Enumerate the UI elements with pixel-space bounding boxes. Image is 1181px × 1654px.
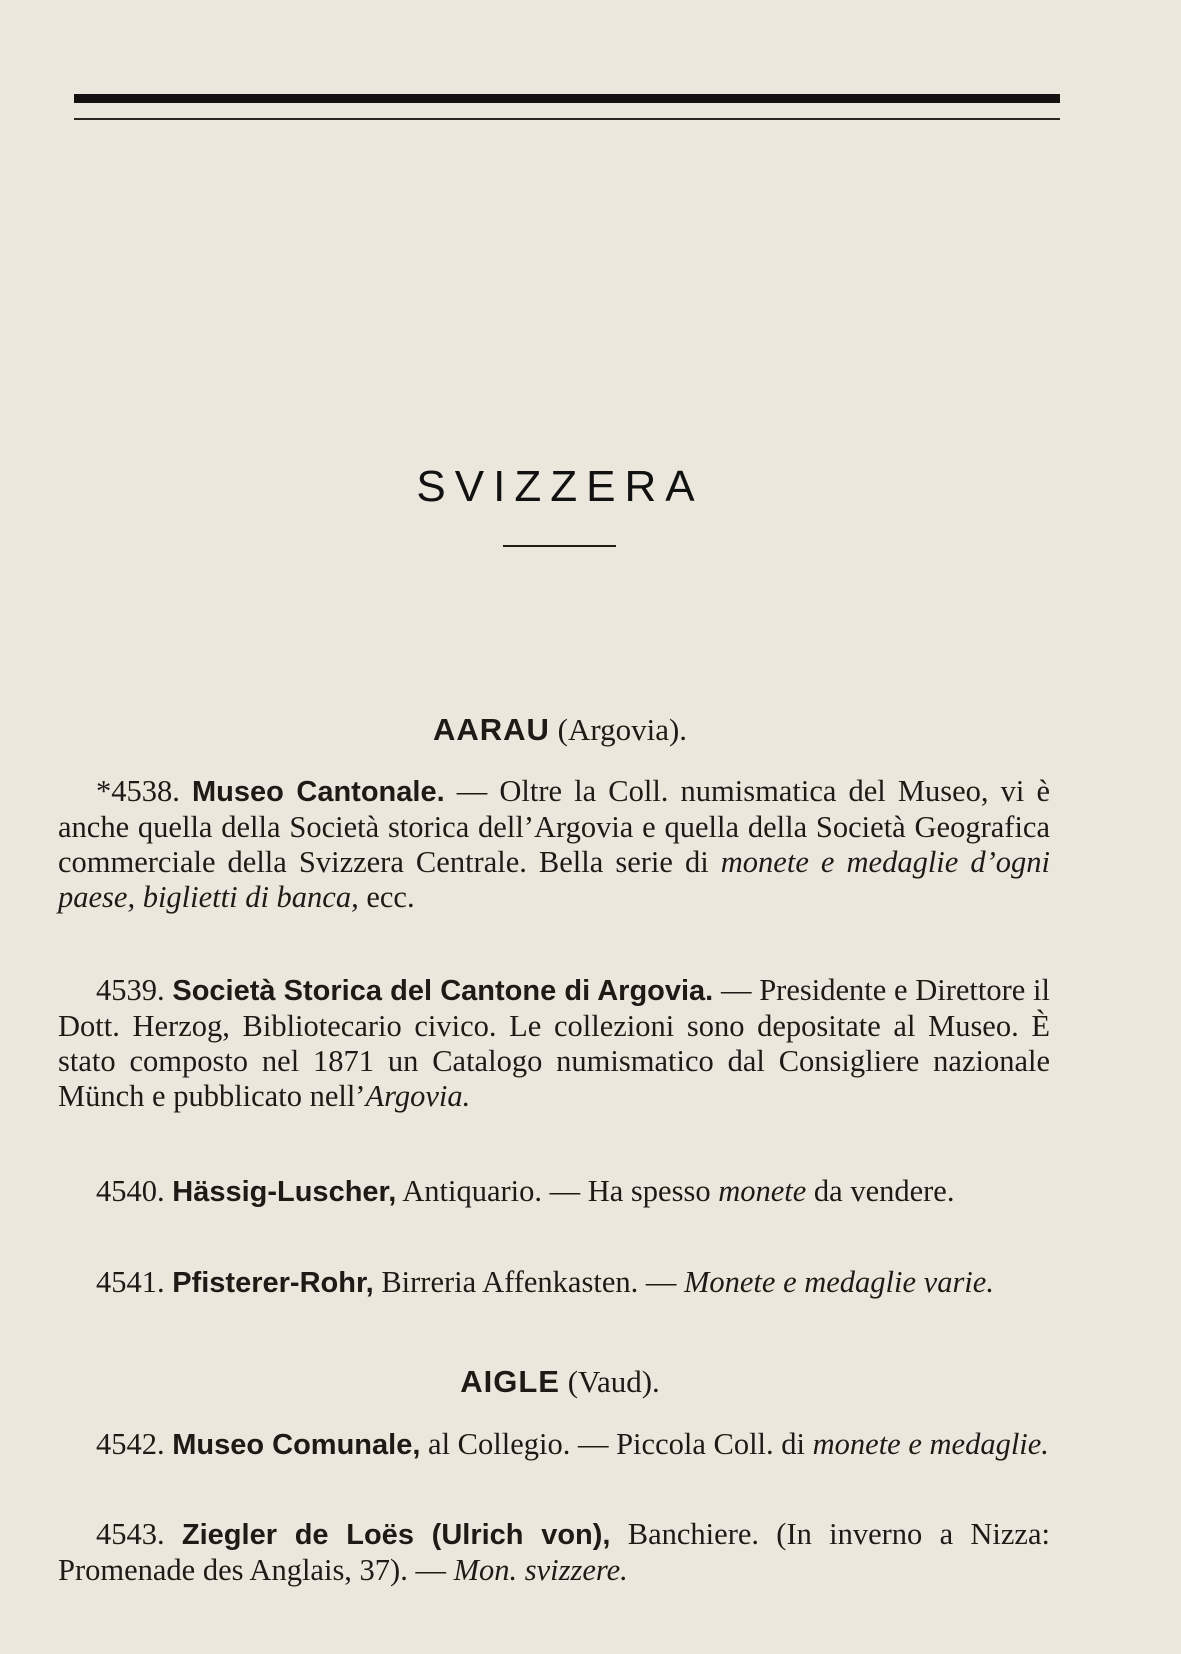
section-place: AARAU bbox=[432, 712, 550, 747]
section-region: (Vaud). bbox=[567, 1364, 660, 1399]
entry-text-tail: da vendere. bbox=[806, 1174, 955, 1208]
entry-4539 bbox=[58, 973, 1050, 1114]
entry-text: — Presidente e Direttore il Dott. Herzog, Bibliotecario civico. Le collezioni sono depositate al Museo. È stato composto nel 1871 un Catalogo numismatico dal Consigliere nazionale Münch e pubblicato nell’ bbox=[58, 973, 1050, 1113]
entry-4541 bbox=[58, 1265, 1050, 1301]
entry-number: 4539. bbox=[96, 973, 165, 1007]
entry-text: al Collegio. — Piccola Coll. di bbox=[420, 1427, 813, 1461]
entry-number: 4541. bbox=[96, 1265, 165, 1299]
entry-text: Antiquario. — Ha spesso bbox=[396, 1174, 719, 1208]
entry-name: Ziegler de Loës (Ulrich von), bbox=[181, 1519, 611, 1551]
entry-number: 4542. bbox=[96, 1427, 165, 1461]
entry-text: — Oltre la Coll. numismatica del Museo, vi è anche quella della Società storica dell’Argovia e quella della Società Geografica commerciale della Svizzera Centrale. Bella serie di bbox=[58, 774, 1051, 879]
entry-4543 bbox=[58, 1517, 1050, 1588]
entry-number: 4543. bbox=[96, 1517, 165, 1551]
entry-number: *4538. bbox=[96, 774, 180, 808]
entry-number: 4540. bbox=[96, 1174, 165, 1208]
title-underline bbox=[503, 545, 616, 547]
entry-italic: monete e medaglie. bbox=[812, 1427, 1049, 1461]
entry-italic: Mon. svizzere. bbox=[453, 1553, 628, 1587]
header-rule-thick bbox=[74, 94, 1060, 103]
entry-text: Banchiere. (In inverno a Nizza: Promenade des Anglais, 37). — bbox=[58, 1517, 1050, 1587]
entry-name: Museo Cantonale. bbox=[192, 776, 445, 808]
entry-name: Società Storica del Cantone di Argovia. bbox=[172, 975, 714, 1007]
entry-text-tail: ecc. bbox=[358, 880, 415, 914]
section-place: AIGLE bbox=[460, 1364, 560, 1399]
section-heading-aigle bbox=[0, 1364, 1120, 1400]
page-title: SVIZZERA bbox=[416, 462, 704, 511]
entry-name: Museo Comunale, bbox=[172, 1429, 421, 1461]
entry-italic: monete bbox=[718, 1174, 807, 1208]
entry-italic: monete e medaglie d’ogni paese, biglietti di banca, bbox=[58, 845, 1051, 914]
header-rule-thin bbox=[74, 118, 1060, 120]
entry-italic: Monete e medaglie varie. bbox=[683, 1265, 994, 1299]
entry-name: Pfisterer-Rohr, bbox=[172, 1267, 374, 1299]
entry-text: Birreria Affenkasten. — bbox=[373, 1265, 684, 1299]
section-region: (Argovia). bbox=[557, 712, 688, 747]
entry-italic: Argovia. bbox=[365, 1079, 471, 1113]
entry-4542 bbox=[58, 1427, 1050, 1463]
entry-name: Hässig-Luscher, bbox=[172, 1176, 397, 1208]
section-heading-aarau bbox=[0, 712, 1120, 748]
entry-4540 bbox=[58, 1174, 1050, 1210]
entry-4538 bbox=[58, 774, 1050, 915]
